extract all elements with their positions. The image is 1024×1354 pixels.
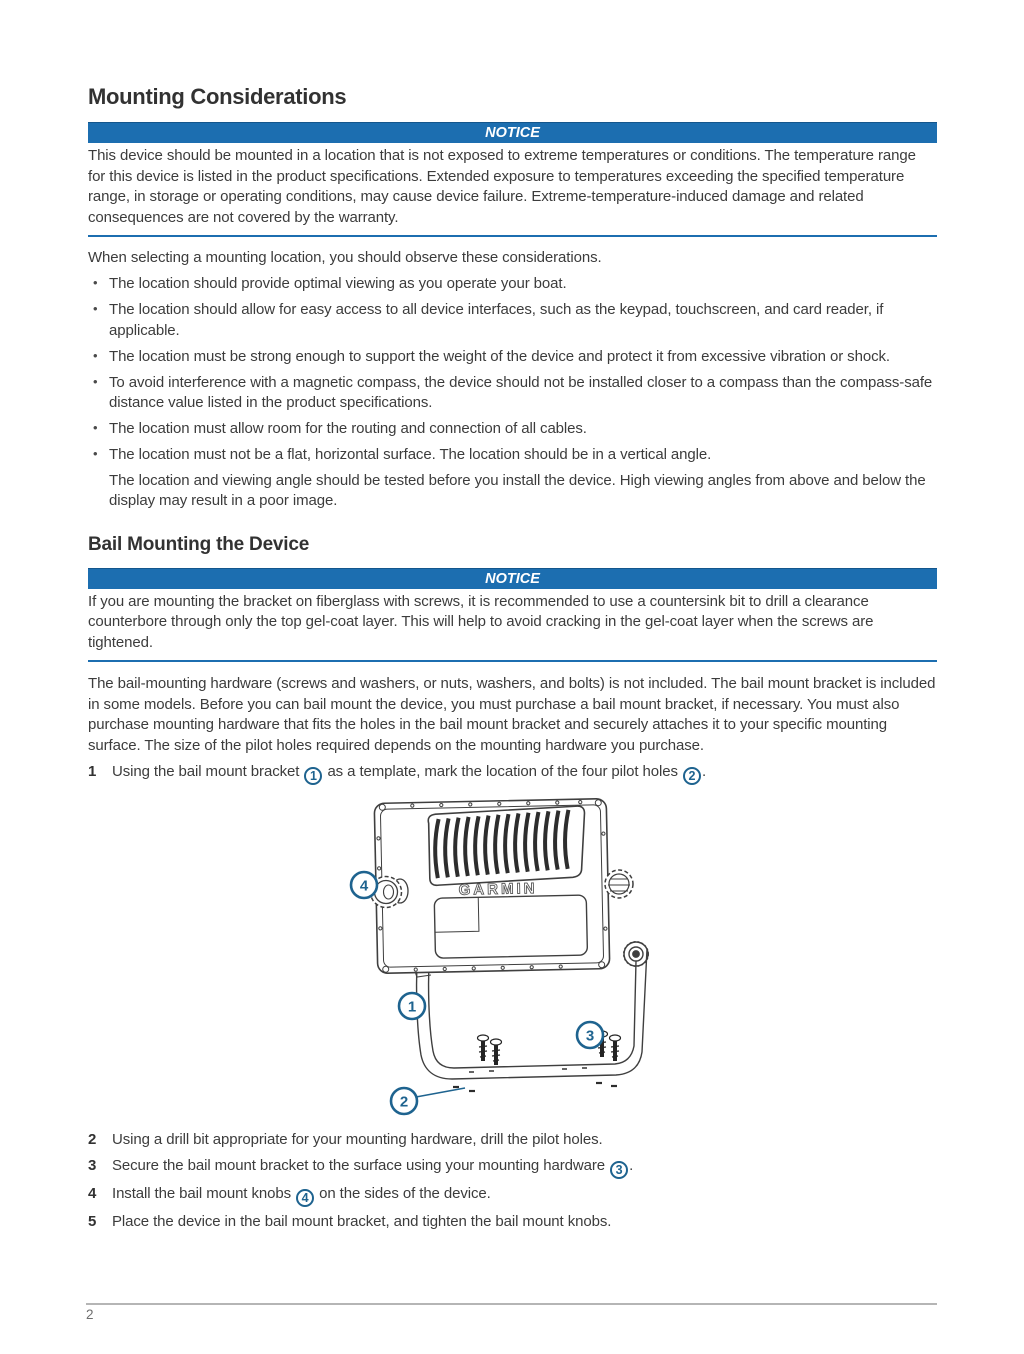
step-4 — [88, 1184, 937, 1207]
bullet-item: • The location must be strong enough to support the weight of the device and protect it from excessive vibration or shock. — [88, 347, 937, 368]
steps-before-figure — [88, 762, 937, 785]
svg-text:3: 3 — [585, 1027, 595, 1045]
bail-knob-right — [605, 870, 633, 898]
step-1 — [88, 762, 937, 785]
svg-text:1: 1 — [407, 998, 417, 1016]
step-text: Using the bail mount bracket 1 as a template, mark the location of the four pilot holes 2 . — [112, 763, 707, 783]
figure-callout-2 — [391, 1088, 465, 1114]
section-title-mounting-considerations: Mounting Considerations — [88, 84, 347, 109]
notice-label-2: NOTICE — [88, 568, 937, 589]
notice-label-1: NOTICE — [88, 122, 937, 143]
step-text: Secure the bail mount bracket to the surface using your mounting hardware 3 . — [112, 1156, 634, 1177]
steps-after-figure — [88, 1130, 937, 1232]
considerations-list — [88, 274, 937, 466]
bail-mount-figure — [88, 791, 937, 1124]
step-number: 4 — [88, 1184, 97, 1202]
screw — [478, 1035, 489, 1061]
step-number: 1 — [88, 763, 97, 780]
step-5 — [88, 1212, 937, 1233]
svg-text:4: 4 — [359, 877, 369, 895]
bail-mounting-paragraph: The bail-mounting hardware (screws and washers, or nuts, washers, and bolts) is not included. The bail mount bracket is included in some models. Before you can bail mount the device, you must purchase a bail mount bracket, if necessary. You must also purchase mounting hardware that fits the holes in the bail mount bracket and securely attaches it to your specific mounting surface. The size of the pilot holes required depends on the mounting hardware you purchase. — [88, 675, 936, 754]
garmin-logo-text: GARMIN — [458, 880, 538, 899]
notice-box-2 — [88, 568, 937, 663]
inline-callout-2: 2 — [683, 767, 701, 785]
bullet-item: • To avoid interference with a magnetic compass, the device should not be installed closer to a compass than the compass-safe distance value listed in the product specifications. — [88, 373, 937, 414]
inline-callout-1: 1 — [304, 767, 322, 785]
figure-callout-1 — [399, 993, 425, 1019]
step-number: 3 — [88, 1156, 97, 1174]
pilot-hole-marks — [453, 1083, 617, 1091]
page-content — [88, 0, 937, 1232]
bullet-item: • The location should provide optimal viewing as you operate your boat. — [88, 274, 937, 295]
notice-text-1: This device should be mounted in a location that is not exposed to extreme temperatures or conditions. The temperature range for this device is listed in the product specifications. Extended exposure to temperatures exceeding the specified temperature range, in storage or operating conditions, may cause device failure. Extreme-temperature-induced damage and related consequences are not covered by the warranty. — [88, 147, 916, 226]
bullet-item: • The location must allow room for the routing and connection of all cables. — [88, 419, 937, 440]
step-text: Place the device in the bail mount bracket, and tighten the bail mount knobs. — [112, 1212, 612, 1230]
step-number: 2 — [88, 1131, 97, 1148]
considerations-intro: When selecting a mounting location, you should observe these considerations. — [88, 249, 602, 266]
inline-callout-4: 4 — [296, 1189, 314, 1207]
notice-box-1 — [88, 122, 937, 237]
notice-text-2: If you are mounting the bracket on fiberglass with screws, it is recommended to use a countersink bit to drill a clearance counterbore through only the top gel-coat layer. This will help to avoid cracking in the gel-coat layer when the screws are tightened. — [88, 592, 874, 651]
viewing-angle-note: The location and viewing angle should be tested before you install the device. High viewing angles from above and below the display may result in a poor image. — [109, 471, 926, 509]
page-footer — [86, 1303, 937, 1322]
figure-callout-4 — [351, 872, 377, 898]
device-illustration — [330, 791, 700, 1124]
step-3 — [88, 1156, 937, 1179]
step-2 — [88, 1130, 937, 1151]
screw — [491, 1039, 502, 1065]
step-text: Using a drill bit appropriate for your mounting hardware, drill the pilot holes. — [112, 1131, 603, 1148]
step-number: 5 — [88, 1212, 97, 1230]
svg-text:2: 2 — [399, 1093, 409, 1111]
screw — [610, 1035, 621, 1061]
step-text: Install the bail mount knobs 4 on the sides of the device. — [112, 1184, 491, 1205]
figure-callout-3 — [577, 1022, 603, 1048]
inline-callout-3: 3 — [610, 1161, 628, 1179]
bullet-item: • The location must not be a flat, horizontal surface. The location should be in a vertical angle. — [88, 445, 937, 466]
bullet-item: • The location should allow for easy access to all device interfaces, such as the keypad, touchscreen, and card reader, if applicable. — [88, 300, 937, 341]
page-number: 2 — [86, 1307, 94, 1322]
device-back-panel — [374, 799, 610, 974]
section-title-bail-mounting: Bail Mounting the Device — [88, 533, 310, 555]
